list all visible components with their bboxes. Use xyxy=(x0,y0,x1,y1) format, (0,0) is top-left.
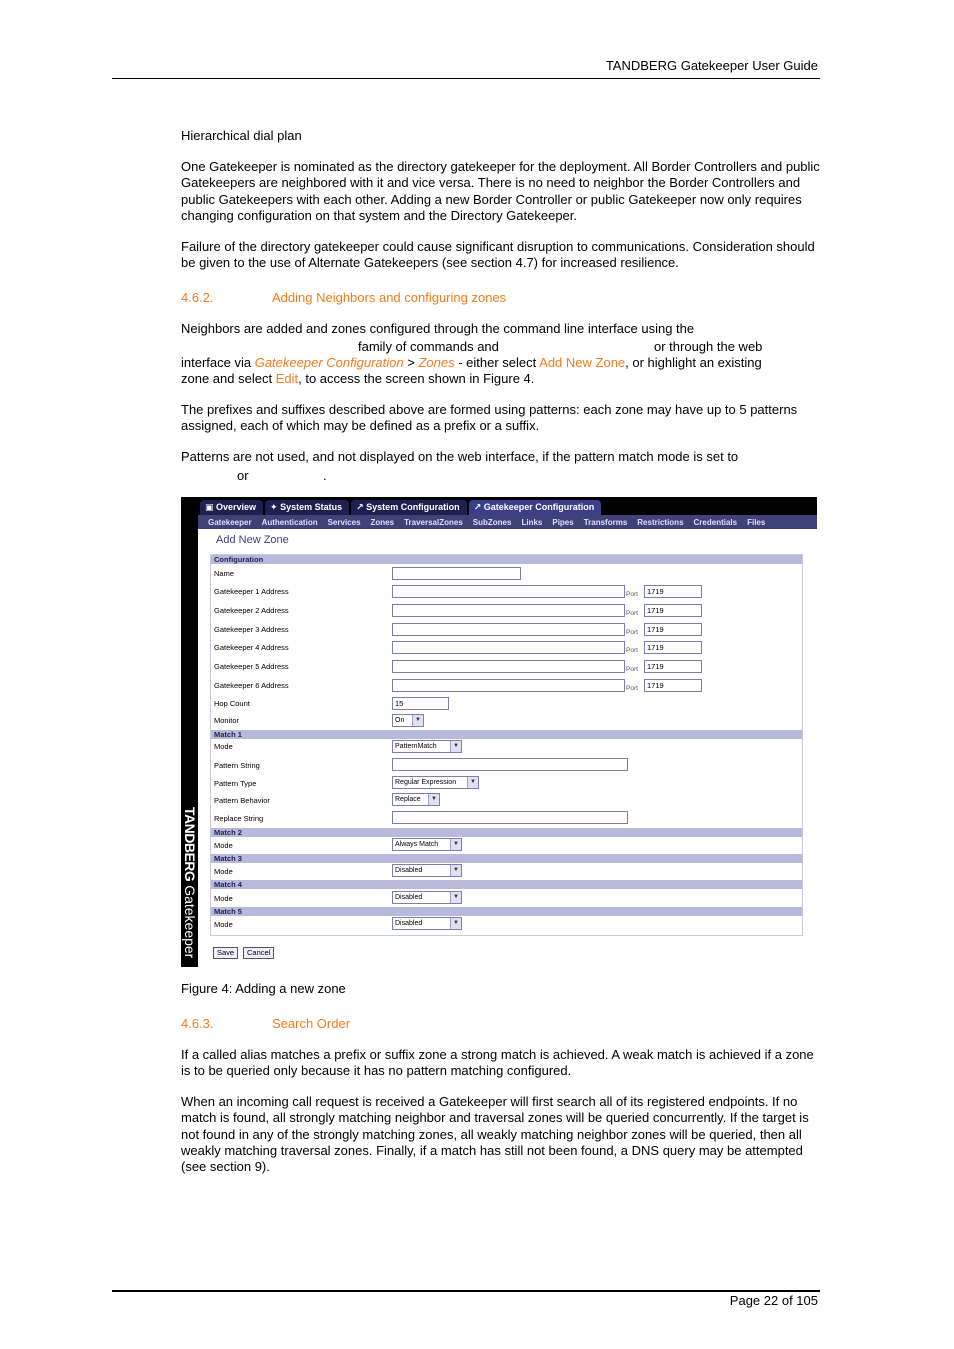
monitor-select[interactable]: On ▼ xyxy=(392,714,424,727)
zone-form xyxy=(210,554,803,936)
subnav-zones[interactable]: Zones xyxy=(370,517,395,527)
para-neighbors-line3 xyxy=(181,355,821,371)
para-patterns-line1: Patterns are not used, and not displayed on the web interface, if the pattern match mode is set to xyxy=(181,449,739,464)
gk1-port-input[interactable]: 1719 xyxy=(644,585,702,598)
para-search-1: If a called alias matches a prefix or suffix zone a strong match is achieved. A weak match is achieved if a zone is to be queried only because it has no pattern matching configured. xyxy=(181,1047,814,1079)
subnav-restrictions[interactable]: Restrictions xyxy=(637,517,684,527)
gk6-label: Gatekeeper 6 Address xyxy=(214,681,289,690)
tab-overview[interactable]: ▣ Overview xyxy=(200,500,263,515)
brand-sidebar xyxy=(181,497,198,967)
match1-mode-select[interactable]: PatternMatch ▼ xyxy=(392,740,462,753)
section-configuration: Configuration xyxy=(211,555,802,564)
gk5-label: Gatekeeper 5 Address xyxy=(214,662,289,671)
gk2-label: Gatekeeper 2 Address xyxy=(214,606,289,615)
pattern-string-input[interactable] xyxy=(392,758,628,771)
subnav-pipes[interactable]: Pipes xyxy=(552,517,574,527)
match3-mode-label: Mode xyxy=(214,867,233,876)
para-neighbors-line4 xyxy=(181,371,821,387)
section-match-3: Match 3 xyxy=(211,854,802,863)
link-zones[interactable]: Zones xyxy=(418,355,455,370)
para-hierarchical-body: One Gatekeeper is nominated as the directory gatekeeper for the deployment. All Border Controllers and public Gatekeepers are neighbored with it and vice versa. There is no need to neighbor the Border Controllers and public Gatekeepers with each other. Adding a new Border Controller or public Gatekeeper now only requires changing configuration on that system and the Directory Gatekeeper. xyxy=(181,159,820,223)
subnav-authentication[interactable]: Authentication xyxy=(261,517,318,527)
gk4-port-label: Port xyxy=(626,647,638,654)
chevron-down-icon: ▼ xyxy=(450,741,461,752)
subnav-services[interactable]: Services xyxy=(327,517,361,527)
gk4-port-input[interactable]: 1719 xyxy=(644,641,702,654)
replace-string-input[interactable] xyxy=(392,811,628,824)
gk6-port-input[interactable]: 1719 xyxy=(644,679,702,692)
gk2-port-label: Port xyxy=(626,610,638,617)
chevron-down-icon: ▼ xyxy=(467,777,478,788)
brand-logo: TANDBERG Gatekeeper xyxy=(182,807,198,959)
header-rule xyxy=(112,78,820,79)
section-number: 4.6.2. xyxy=(181,290,214,305)
chevron-down-icon: ▼ xyxy=(450,918,461,929)
gk2-port-input[interactable]: 1719 xyxy=(644,604,702,617)
gk3-port-label: Port xyxy=(626,629,638,636)
chevron-down-icon: ▼ xyxy=(450,839,461,850)
pattern-behavior-select[interactable]: Replace ▼ xyxy=(392,793,440,806)
chevron-down-icon: ▼ xyxy=(450,892,461,903)
link-add-new-zone[interactable]: Add New Zone xyxy=(539,355,626,370)
text-zone-and-select: zone and select xyxy=(181,371,273,386)
page-title: Add New Zone xyxy=(216,534,289,546)
subnav-files[interactable]: Files xyxy=(747,517,766,527)
para-neighbors-web: or through the web xyxy=(654,339,763,354)
section-title: Search Order xyxy=(272,1016,351,1031)
gk6-port-label: Port xyxy=(626,685,638,692)
para-hierarchical-title: Hierarchical dial plan xyxy=(181,128,302,143)
gk4-label: Gatekeeper 4 Address xyxy=(214,643,289,652)
para-neighbors-family: family of commands and xyxy=(358,339,499,354)
subnav-links[interactable]: Links xyxy=(521,517,543,527)
sub-navigation xyxy=(198,515,817,529)
chevron-down-icon: ▼ xyxy=(450,865,461,876)
gk2-address-input[interactable] xyxy=(392,604,625,617)
gk5-port-label: Port xyxy=(626,666,638,673)
gk6-address-input[interactable] xyxy=(392,679,625,692)
link-edit[interactable]: Edit xyxy=(275,371,299,386)
document-header-title: TANDBERG Gatekeeper User Guide xyxy=(605,58,818,73)
match2-mode-select[interactable]: Always Match ▼ xyxy=(392,838,462,851)
section-title: Adding Neighbors and configuring zones xyxy=(272,290,507,305)
save-button[interactable]: Save xyxy=(213,947,238,959)
text-interface-via: interface via xyxy=(181,355,252,370)
section-number: 4.6.3. xyxy=(181,1016,214,1031)
section-match-5: Match 5 xyxy=(211,907,802,916)
name-label: Name xyxy=(214,569,235,578)
gk5-port-input[interactable]: 1719 xyxy=(644,660,702,673)
section-heading-4-6-2 xyxy=(181,290,506,305)
subnav-credentials[interactable]: Credentials xyxy=(693,517,738,527)
gk5-address-input[interactable] xyxy=(392,660,625,673)
chevron-down-icon: ▼ xyxy=(428,794,439,805)
gk3-port-input[interactable]: 1719 xyxy=(644,623,702,636)
page-number: Page 22 of 105 xyxy=(729,1293,818,1308)
main-tabs xyxy=(200,500,603,515)
para-neighbors-line1: Neighbors are added and zones configured through the command line interface using the xyxy=(181,321,695,336)
chevron-down-icon: ▼ xyxy=(412,715,423,726)
pattern-behavior-label: Pattern Behavior xyxy=(214,796,270,805)
gk1-address-input[interactable] xyxy=(392,585,625,598)
match3-mode-select[interactable]: Disabled ▼ xyxy=(392,864,462,877)
tab-system-status[interactable]: ✦ System Status xyxy=(265,500,349,515)
pattern-type-select[interactable]: Regular Expression ▼ xyxy=(392,776,479,789)
subnav-traversalzones[interactable]: TraversalZones xyxy=(404,517,463,527)
subnav-transforms[interactable]: Transforms xyxy=(583,517,628,527)
text-gt: > xyxy=(407,355,415,370)
figure-add-new-zone-screenshot xyxy=(181,497,817,967)
gk1-port-label: Port xyxy=(626,591,638,598)
gk1-label: Gatekeeper 1 Address xyxy=(214,587,289,596)
section-match-2: Match 2 xyxy=(211,828,802,837)
text-highlight-existing: , or highlight an existing xyxy=(625,355,762,370)
gk4-address-input[interactable] xyxy=(392,641,625,654)
hop-count-label: Hop Count xyxy=(214,699,250,708)
section-heading-4-6-3 xyxy=(181,1016,350,1031)
match4-mode-label: Mode xyxy=(214,894,233,903)
section-match-1: Match 1 xyxy=(211,730,802,739)
name-input[interactable] xyxy=(392,567,521,580)
link-gatekeeper-configuration[interactable]: Gatekeeper Configuration xyxy=(254,355,404,370)
figure-caption: Figure 4: Adding a new zone xyxy=(181,981,346,996)
para-patterns-or: or xyxy=(237,468,249,483)
pattern-type-label: Pattern Type xyxy=(214,779,257,788)
match5-mode-label: Mode xyxy=(214,920,233,929)
footer-rule xyxy=(112,1290,820,1292)
section-match-4: Match 4 xyxy=(211,880,802,889)
monitor-label: Monitor xyxy=(214,716,240,725)
gk3-label: Gatekeeper 3 Address xyxy=(214,625,289,634)
match1-mode-label: Mode xyxy=(214,742,233,751)
gk3-address-input[interactable] xyxy=(392,623,625,636)
match2-mode-label: Mode xyxy=(214,841,233,850)
tab-gatekeeper-configuration[interactable]: ↗ Gatekeeper Configuration xyxy=(469,500,602,515)
para-patterns-period: . xyxy=(323,468,327,483)
replace-string-label: Replace String xyxy=(214,814,264,823)
subnav-subzones[interactable]: SubZones xyxy=(472,517,512,527)
subnav-gatekeeper[interactable]: Gatekeeper xyxy=(208,517,252,527)
tab-system-configuration[interactable]: ↗ System Configuration xyxy=(351,500,467,515)
para-failure: Failure of the directory gatekeeper could cause significant disruption to communications. Consideration should be given to the use of Alternate Gatekeepers (see section 4.7) for increased resilience. xyxy=(181,239,815,271)
para-prefixes: The prefixes and suffixes described above are formed using patterns: each zone may have up to 5 patterns assigned, each of which may be defined as a prefix or a suffix. xyxy=(181,402,798,434)
match4-mode-select[interactable]: Disabled ▼ xyxy=(392,891,462,904)
cancel-button[interactable]: Cancel xyxy=(243,947,274,959)
text-access-screen: , to access the screen shown in Figure 4. xyxy=(298,371,535,386)
hop-count-input[interactable]: 15 xyxy=(392,697,449,710)
text-either-select: - either select xyxy=(458,355,537,370)
para-search-2: When an incoming call request is received a Gatekeeper will first search all of its registered endpoints. If no match is found, all strongly matching neighbor and traversal zones will be queried concurrently. If the target is not found in any of the strongly matching zones, all weakly matching neighbor zones will be queried, then all weakly matching traversal zones. Finally, if a match has still not been found, a DNS query may be attempted (see section 9). xyxy=(181,1094,809,1175)
pattern-string-label: Pattern String xyxy=(214,761,260,770)
match5-mode-select[interactable]: Disabled ▼ xyxy=(392,917,462,930)
